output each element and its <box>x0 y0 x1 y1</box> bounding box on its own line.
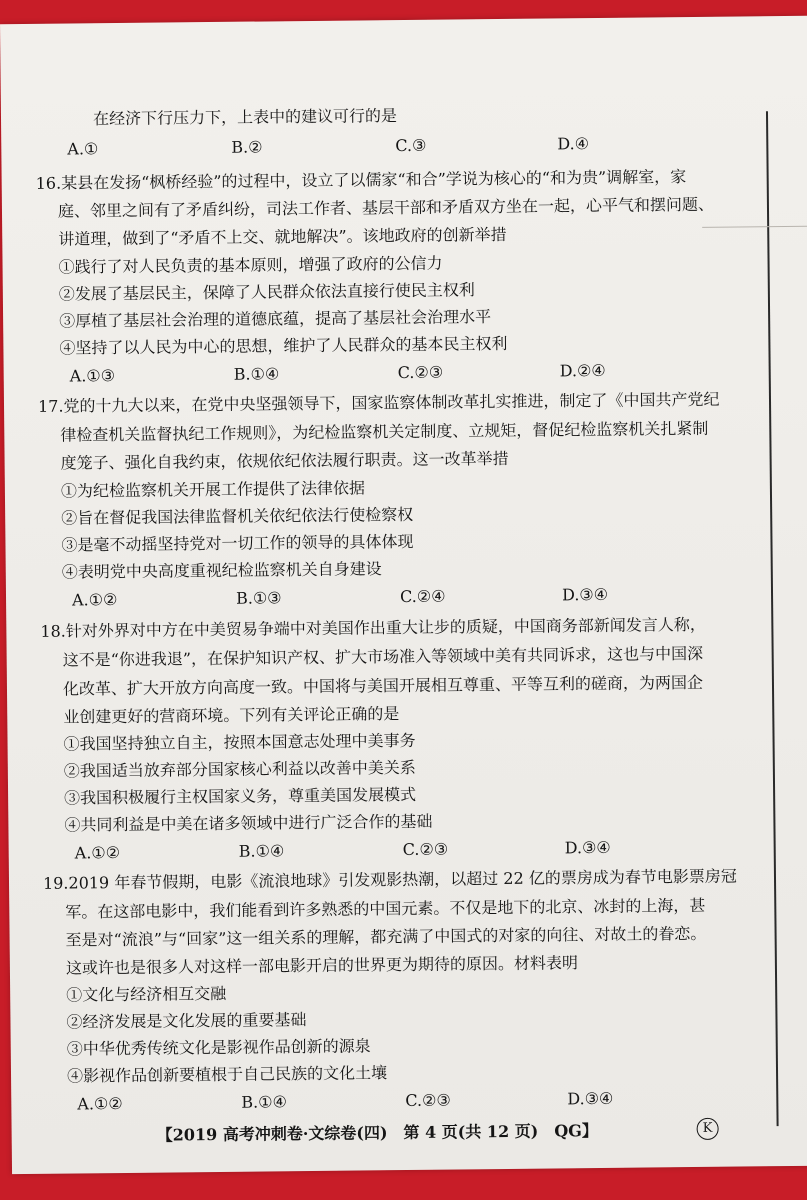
q17-option-b: B.①③ <box>235 588 282 608</box>
q18-item: ③我国积极履行主权国家义务，尊重美国发展模式 <box>64 784 417 808</box>
q19-option-a: A.①② <box>77 1094 123 1114</box>
intro-line: 在经济下行压力下，上表中的建议可行的是 <box>92 106 398 129</box>
q16-item: ④坚持了以人民为中心的思想，维护了人民群众的基本民主权利 <box>59 333 508 358</box>
q17-option-d: D.③④ <box>561 584 609 605</box>
q19-stem-line: 19.2019 年春节假期，电影《流浪地球》引发观影热潮，以超过 22 亿的票房成为春节电影票房冠 <box>42 866 737 893</box>
q16-stem-line: 庭、邻里之间有了矛盾纠纷，司法工作者、基层干部和矛盾双方坐在一起，心平气和摆问题、 <box>57 194 715 221</box>
q17-option-a: A.①② <box>71 590 118 610</box>
q19-item: ②经济发展是文化发展的重要基础 <box>66 1010 307 1032</box>
q19-stem-line: 军。在这部电影中，我们能看到许多熟悉的中国元素。不仅是地下的北京、冰封的上海，甚 <box>65 895 706 922</box>
q17-item: ③是毫不动摇坚持党对一切工作的领导的具体体现 <box>61 531 414 555</box>
q16-option-b: B.①④ <box>233 364 280 384</box>
q19-option-d: D.③④ <box>567 1088 614 1109</box>
q18-option-a: A.①② <box>74 843 121 863</box>
q17-stem-line: 17.党的十九大以来，在党中央坚强领导下，国家监察体制改革扎实推进，制定了《中国共产党纪 <box>37 389 720 416</box>
q18-stem-line: 化改革、扩大开放方向高度一致。中国将与美国开展相互尊重、平等互利的磋商，为两国企 <box>62 672 704 699</box>
intro-option-b: B.② <box>231 137 263 157</box>
q18-item: ④共同利益是中美在诸多领域中进行广泛合作的基础 <box>64 811 433 835</box>
intro-option-d: D.④ <box>557 134 590 154</box>
exam-paper <box>0 16 807 1174</box>
q17-item: ①为纪检监察机关开展工作提供了法律依据 <box>60 478 366 501</box>
q18-stem-line: 这不是“你进我退”，在保护知识产权、扩大市场准入等领域中美有共同诉求，这也与中国深 <box>62 643 704 670</box>
q19-item: ①文化与经济相互交融 <box>66 983 227 1005</box>
q18-stem-line: 业创建更好的营商环境。下列有关评论正确的是 <box>63 704 400 727</box>
q17-item: ④表明党中央高度重视纪检监察机关自身建设 <box>61 559 382 582</box>
q18-option-c: C.②③ <box>402 839 449 860</box>
q19-item: ④影视作品创新要植根于自己民族的文化土壤 <box>66 1063 388 1086</box>
q16-option-a: A.①③ <box>69 366 116 386</box>
q19-stem-line: 至是对“流浪”与“回家”这一组关系的理解，都充满了中国式的对家的向往、对故土的眷恋。 <box>65 923 707 950</box>
q16-stem-line: 讲道理，做到了“矛盾不上交、就地解决”。该地政府的创新举措 <box>58 224 507 249</box>
page-footer: 【2019 高考冲刺卷·文综卷(四) 第 4 页(共 12 页) QG】 <box>156 1121 598 1145</box>
intro-option-a: A.① <box>67 139 99 159</box>
q19-option-b: B.①④ <box>241 1092 287 1112</box>
q19-stem-line: 这或许也是很多人对这样一部电影开启的世界更为期待的原因。材料表明 <box>65 953 578 978</box>
q19-item: ③中华优秀传统文化是影视作品创新的源泉 <box>66 1036 371 1059</box>
q16-item: ②发展了基层民主，保障了人民群众依法直接行使民主权利 <box>58 280 475 304</box>
q18-item: ②我国适当放弃部分国家核心利益以改善中美关系 <box>63 757 416 781</box>
q16-item: ①践行了对人民负责的基本原则，增强了政府的公信力 <box>58 253 443 277</box>
q16-stem-line: 16.某县在发扬“枫桥经验”的过程中，设立了以儒家“和合”学说为核心的“和为贵”调解室，家 <box>35 167 687 193</box>
q17-stem-line: 律检查机关监督执纪工作规则》，为纪检监察机关定制度、立规矩，督促纪检监察机关扎紧制 <box>60 418 709 445</box>
q18-option-b: B.①④ <box>238 841 285 861</box>
exam-content <box>0 16 807 1174</box>
q18-item: ①我国坚持独立自主，按照本国意志处理中美事务 <box>63 730 416 754</box>
q16-item: ③厚植了基层社会治理的道德底蕴，提高了基层社会治理水平 <box>59 307 492 331</box>
q18-stem-line: 18.针对外界对中方在中美贸易争端中对美国作出重大让步的质疑，中国商务部新闻发言人称， <box>40 614 706 641</box>
q18-option-d: D.③④ <box>564 837 611 858</box>
k-badge-icon: K <box>697 1118 719 1140</box>
q16-option-d: D.②④ <box>559 360 606 381</box>
q17-item: ②旨在督促我国法律监督机关依纪依法行使检察权 <box>61 504 414 528</box>
q17-stem-line: 度笼子、强化自我约束，依规依纪依法履行职责。这一改革举措 <box>60 448 509 473</box>
q17-option-c: C.②④ <box>399 586 446 607</box>
q16-option-c: C.②③ <box>397 362 444 383</box>
q19-option-c: C.②③ <box>405 1090 451 1111</box>
intro-option-c: C.③ <box>395 135 427 156</box>
